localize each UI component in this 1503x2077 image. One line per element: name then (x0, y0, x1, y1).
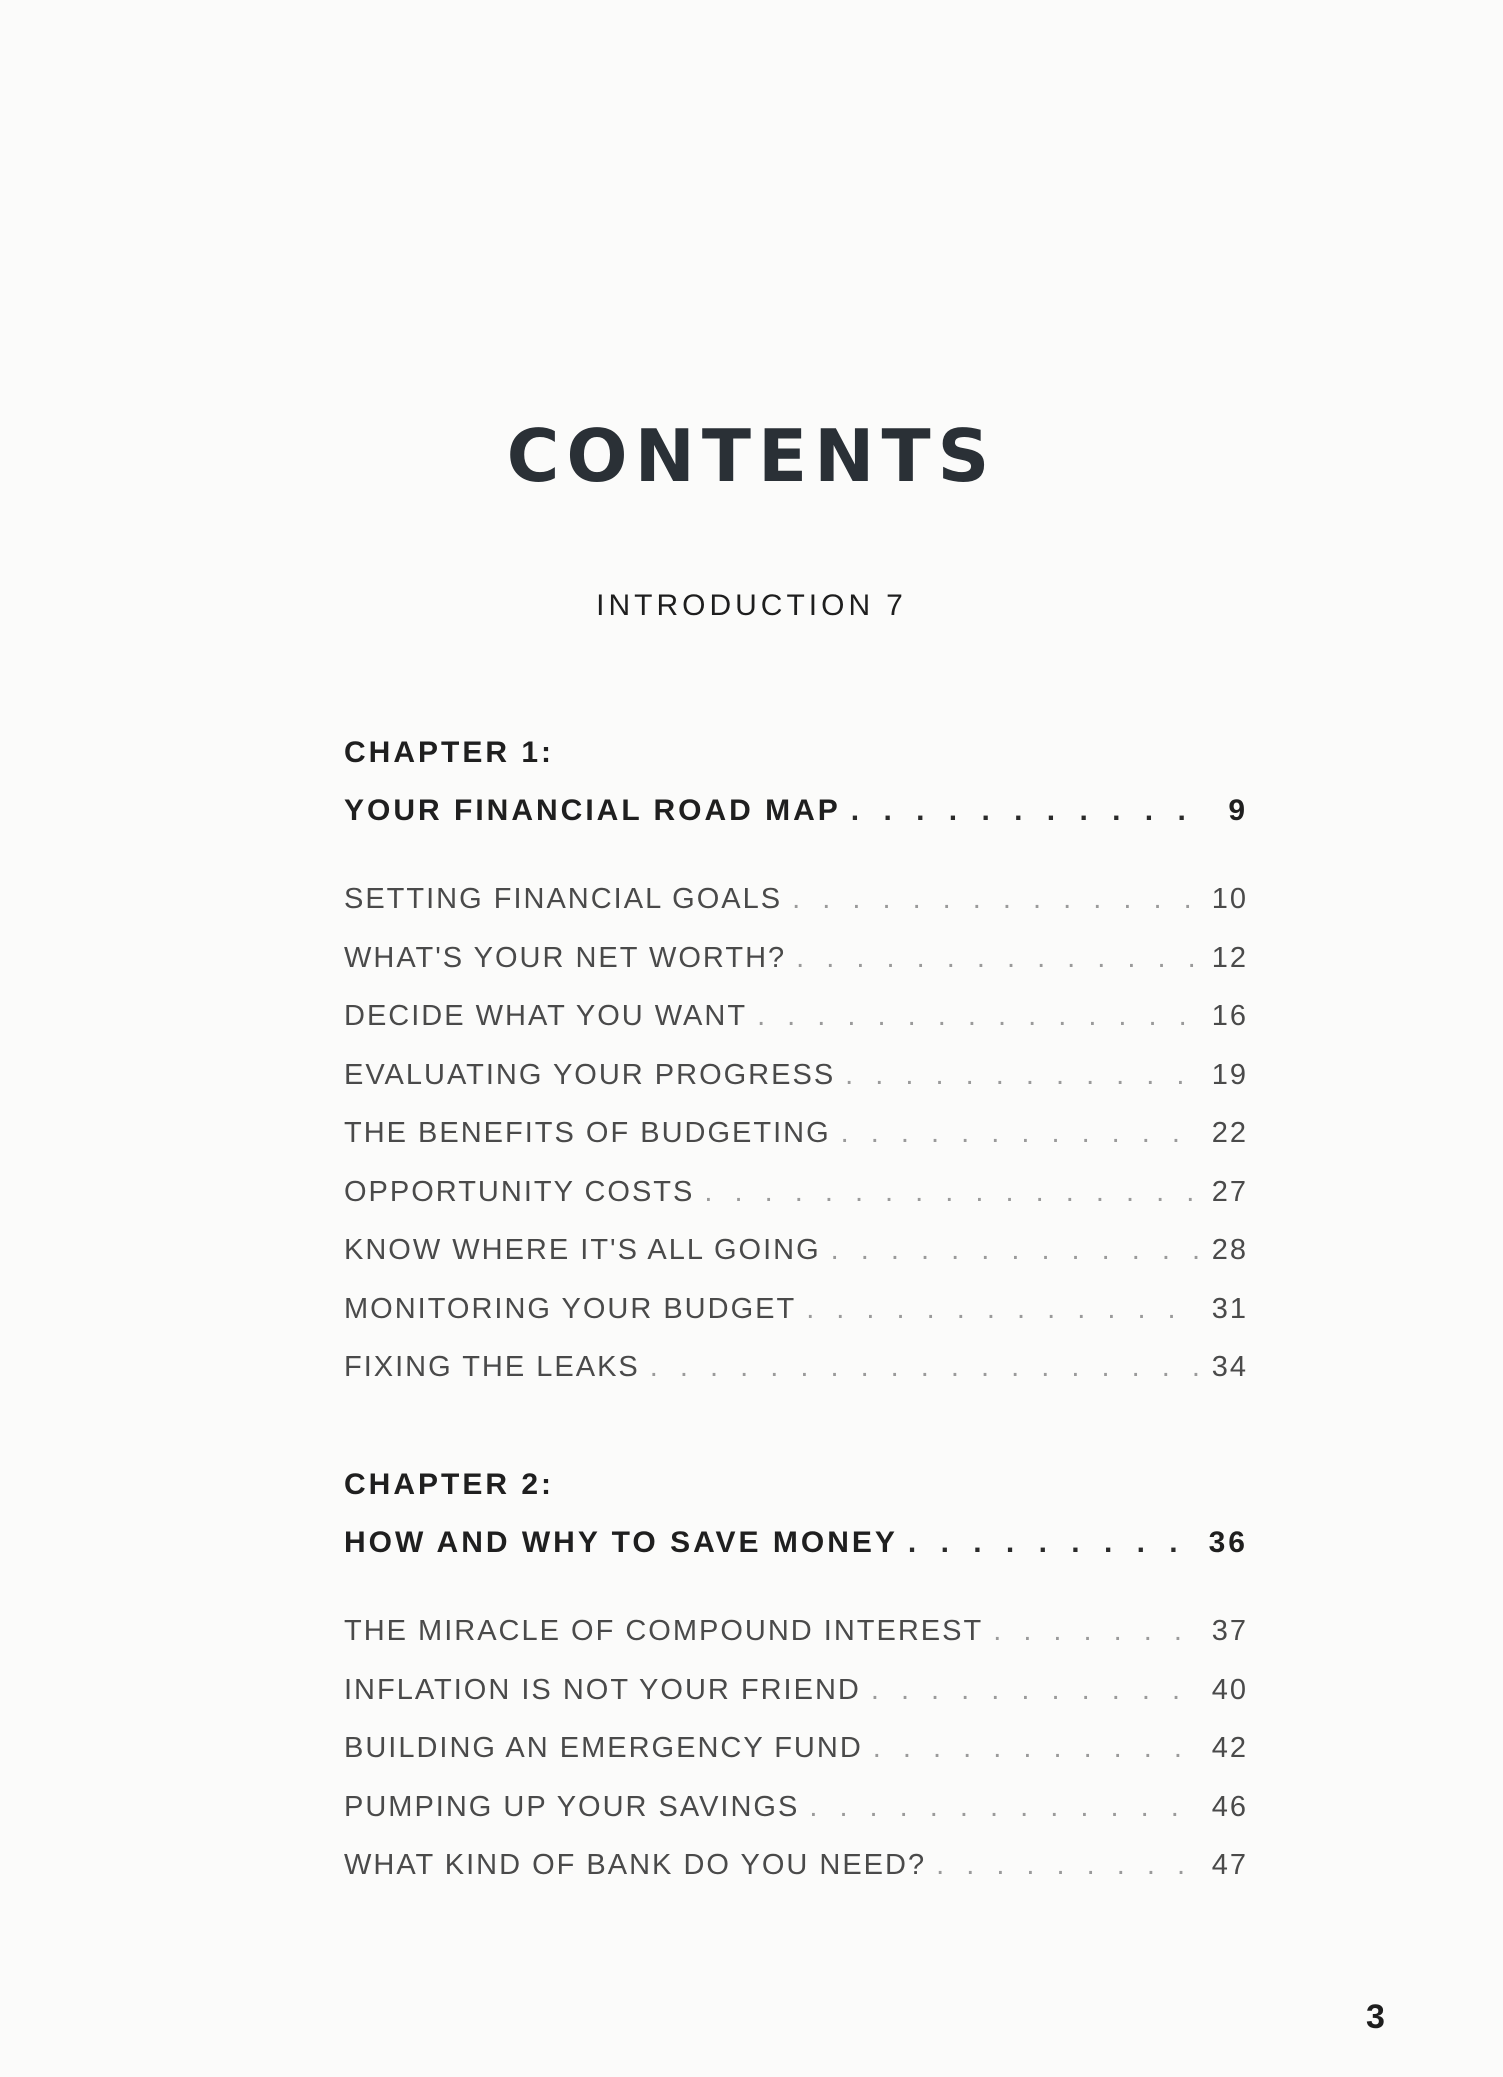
entry-page: 16 (1211, 1000, 1248, 1032)
entry-label: OPPORTUNITY COSTS (344, 1175, 695, 1208)
toc-entry (344, 1235, 1248, 1294)
entry-label: KNOW WHERE IT'S ALL GOING (344, 1234, 821, 1266)
dot-leader (993, 1616, 1198, 1646)
dot-leader (845, 1060, 1198, 1090)
toc-entry (344, 1118, 1248, 1177)
toc-entry (344, 1001, 1248, 1060)
entry-page: 19 (1211, 1058, 1248, 1091)
page-title: CONTENTS (506, 414, 997, 499)
dot-leader (851, 796, 1198, 826)
introduction-page: 7 (886, 589, 907, 622)
entry-label: INFLATION IS NOT YOUR FRIEND (344, 1673, 861, 1706)
entry-page: 42 (1211, 1732, 1248, 1764)
dot-leader (809, 1792, 1198, 1822)
entry-label: BUILDING AN EMERGENCY FUND (344, 1732, 863, 1764)
dot-leader (650, 1352, 1198, 1382)
entry-page: 22 (1211, 1117, 1248, 1149)
toc-entry (344, 943, 1248, 1002)
chapter-page: 36 (1208, 1526, 1248, 1559)
dot-leader (871, 1675, 1198, 1705)
dot-leader (908, 1528, 1198, 1558)
entry-page: 40 (1211, 1673, 1248, 1706)
chapter-title: YOUR FINANCIAL ROAD MAP (344, 794, 841, 827)
introduction-label: INTRODUCTION (596, 589, 875, 622)
dot-leader (704, 1177, 1198, 1207)
entry-page: 27 (1211, 1175, 1248, 1208)
toc-entry (344, 1733, 1248, 1792)
chapter-label: CHAPTER 1: (344, 736, 555, 769)
entry-label: THE MIRACLE OF COMPOUND INTEREST (344, 1615, 984, 1647)
entry-label: MONITORING YOUR BUDGET (344, 1292, 797, 1325)
toc-entry (344, 1675, 1248, 1734)
entry-page: 10 (1211, 883, 1248, 915)
toc-entry (344, 884, 1248, 943)
entry-page: 47 (1211, 1849, 1248, 1881)
page-number: 3 (1366, 1998, 1385, 2036)
dot-leader (806, 1294, 1198, 1324)
chapter-1-section (344, 738, 1248, 1411)
dot-leader (757, 1001, 1198, 1031)
entry-page: 34 (1211, 1351, 1248, 1383)
dot-leader (873, 1733, 1198, 1763)
chapter-2-section (344, 1470, 1248, 1909)
chapter-page: 9 (1228, 794, 1248, 827)
dot-leader (936, 1850, 1198, 1880)
toc-entry (344, 1294, 1248, 1353)
entry-label: DECIDE WHAT YOU WANT (344, 1000, 748, 1032)
dot-leader (792, 884, 1198, 914)
entry-page: 37 (1211, 1615, 1248, 1647)
toc-entry (344, 1792, 1248, 1851)
entry-page: 46 (1211, 1790, 1248, 1823)
entry-label: PUMPING UP YOUR SAVINGS (344, 1790, 800, 1823)
dot-leader (831, 1235, 1198, 1265)
toc-entry (344, 1850, 1248, 1909)
entry-page: 12 (1211, 941, 1248, 974)
entry-label: WHAT'S YOUR NET WORTH? (344, 941, 787, 974)
chapter-title-row (344, 1528, 1248, 1616)
entry-label: THE BENEFITS OF BUDGETING (344, 1117, 831, 1149)
entry-label: EVALUATING YOUR PROGRESS (344, 1058, 836, 1091)
chapter-label: CHAPTER 2: (344, 1468, 555, 1501)
introduction-entry (0, 591, 1503, 621)
toc-entry (344, 1177, 1248, 1236)
entry-page: 31 (1211, 1292, 1248, 1325)
toc-entry (344, 1060, 1248, 1119)
chapter-title: HOW AND WHY TO SAVE MONEY (344, 1526, 898, 1559)
toc-entry (344, 1352, 1248, 1411)
dot-leader (841, 1118, 1198, 1148)
entry-page: 28 (1211, 1234, 1248, 1266)
entry-label: SETTING FINANCIAL GOALS (344, 883, 783, 915)
dot-leader (796, 943, 1198, 973)
entry-label: FIXING THE LEAKS (344, 1351, 640, 1383)
entry-label: WHAT KIND OF BANK DO YOU NEED? (344, 1849, 927, 1881)
toc-entry (344, 1616, 1248, 1675)
chapter-title-row (344, 796, 1248, 884)
